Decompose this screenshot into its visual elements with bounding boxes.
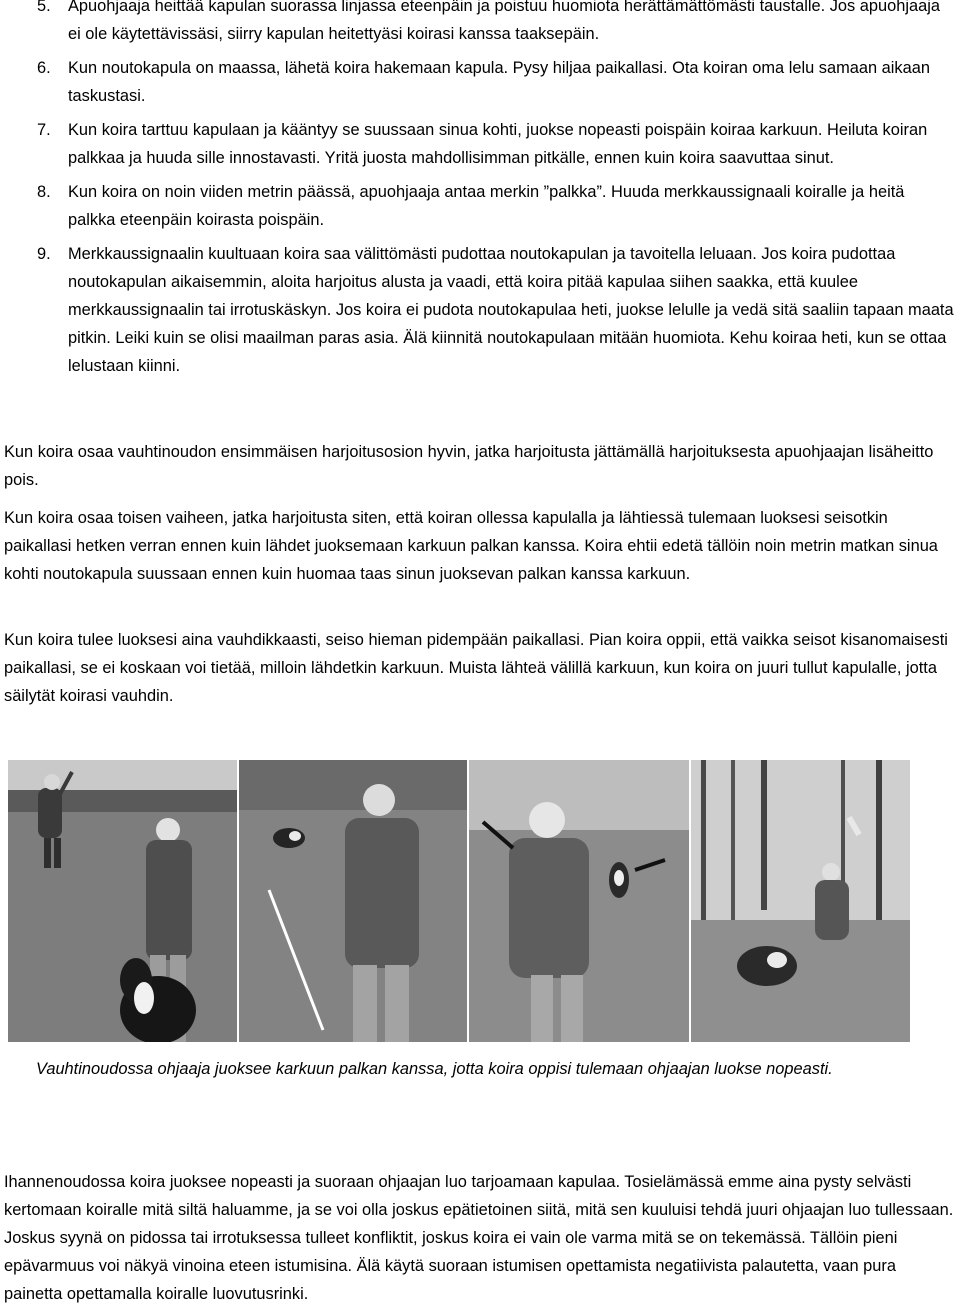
step-number: 6. bbox=[37, 59, 51, 77]
paragraph: Kun koira tulee luoksesi aina vauhdikkaasti, seiso hieman pidempään paikallasi. Pian koira oppii, että vaikka seisot kisanomaisesti paikallasi, se ei koskaan voi tietää, milloin lähdetkin karkuun. Muista lähteä välillä karkuun, kun koira on juuri tullut kapulalle, jotta säilytät koirasi vauhdin. bbox=[4, 631, 948, 705]
step-number: 5. bbox=[37, 0, 51, 15]
step-text: Kun koira on noin viiden metrin päässä, apuohjaaja antaa merkin ”palkka”. Huuda merkkaussignaali koiralle ja heitä palkka eteenpäin koirasta poispäin. bbox=[68, 183, 905, 229]
step-number: 8. bbox=[37, 183, 51, 201]
list-item bbox=[0, 240, 960, 380]
list-item bbox=[0, 178, 960, 234]
photo-dog-running bbox=[239, 760, 467, 1042]
step-text: Merkkaussignaalin kuultuaan koira saa välittömästi pudottaa noutokapulan ja tavoitella leluaan. Jos koira pudottaa noutokapulan aikaisemmin, aloita harjoitus alusta ja vaadi, että koira pitää kapulaa siihen saakka, että kuulee merkkaussignaalin tai irrotuskäskyn. Jos koira ei pudota noutokapulaa heti, juokse lelulle ja vedä sitä saaliin tapaan maata pitkin. Leiki kuin se olisi maailman paras asia. Älä kiinnitä noutokapulaan mitään huomiota. Kehu koiraa heti, kun se ottaa lelustaan kiinni. bbox=[68, 245, 954, 375]
photo-caption: Vauhtinoudossa ohjaaja juoksee karkuun palkan kanssa, jotta koira oppisi tulemaan ohjaajan luokse nopeasti. bbox=[36, 1060, 833, 1078]
step-number: 9. bbox=[37, 245, 51, 263]
instruction-steps bbox=[0, 0, 960, 386]
step-number: 7. bbox=[37, 121, 51, 139]
photo-handler-running bbox=[469, 760, 689, 1042]
list-item bbox=[0, 54, 960, 110]
paragraph: Kun koira osaa toisen vaiheen, jatka harjoitusta siten, että koiran ollessa kapulalla ja lähtiessä tulemaan luoksesi seisotkin paikallasi hetken verran ennen kuin lähdet juoksemaan karkuun palkan kanssa. Koira ehtii edetä tällöin noin metrin matkan sinua kohti noutokapula suussaan ennen kuin huomaa taas sinun juoksevan palkan kanssa karkuun. bbox=[4, 509, 938, 583]
photo-dog-chasing bbox=[691, 760, 911, 1042]
step-text: Apuohjaaja heittää kapulan suorassa linjassa eteenpäin ja poistuu huomiota herättämättömästi taustalle. Jos apuohjaaja ei ole käytettävissäsi, siirry kapulan heitettyäsi koirasi kanssa taaksepäin. bbox=[68, 0, 941, 43]
list-item bbox=[0, 116, 960, 172]
photo-strip bbox=[8, 760, 910, 1042]
photo-handler-throwing bbox=[8, 760, 237, 1042]
paragraph: Ihannenoudossa koira juoksee nopeasti ja suoraan ohjaajan luo tarjoamaan kapulaa. Tosielämässä emme aina pysty selvästi kertomaan koiralle mitä siltä haluamme, ja se voi olla joskus epätietoinen siitä, mitä sen kuuluisi tehdä juuri ohjaajan luo tullessaan. Joskus syynä on pidossa tai irrotuksessa tulleet konfliktit, joskus koira ei vain ole varma mitä se on tekemässä. Tällöin pieni epävarmuus voi näkyä vinoina eteen istumisina. Älä käytä suoraan istumisen opettamista negatiivista palautetta, vaan pura painetta opettamalla koiralle luovutusrinki. bbox=[4, 1173, 954, 1303]
paragraph: Kun koira osaa vauhtinoudon ensimmäisen harjoitusosion hyvin, jatka harjoitusta jättämällä harjoituksesta apuohjaajan lisäheitto pois. bbox=[4, 443, 934, 489]
list-item bbox=[0, 0, 960, 48]
step-text: Kun koira tarttuu kapulaan ja kääntyy se suussaan sinua kohti, juokse nopeasti poispäin koiraa karkuun. Heiluta koiran palkkaa ja huuda sille innostavasti. Yritä juosta mahdollisimman pitkälle, ennen kuin koira saavuttaa sinut. bbox=[68, 121, 928, 167]
step-text: Kun noutokapula on maassa, lähetä koira hakemaan kapula. Pysy hiljaa paikallasi. Ota koiran oma lelu samaan aikaan taskustasi. bbox=[68, 59, 930, 105]
